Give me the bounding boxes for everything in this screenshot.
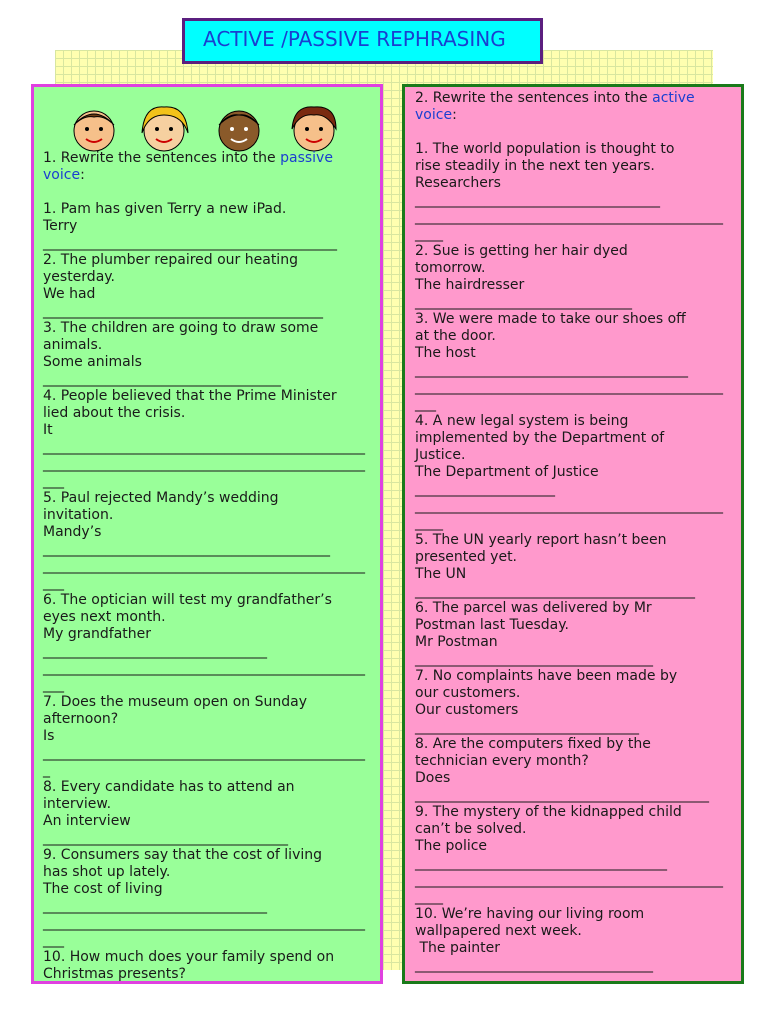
line-text: 4. A new legal system is being bbox=[415, 413, 629, 429]
line-text: can’t be solved. bbox=[415, 821, 527, 837]
line-text: An interview bbox=[43, 813, 131, 829]
line-text: 1. Pam has given Terry a new iPad. bbox=[43, 201, 287, 217]
line-text: : bbox=[452, 107, 457, 123]
line-text: __________________________________ bbox=[415, 957, 653, 973]
text-line bbox=[43, 269, 365, 286]
text-line bbox=[43, 864, 365, 881]
line-text: 10. How much does your family spend on bbox=[43, 949, 335, 965]
text-line bbox=[415, 141, 723, 158]
line-text: ______________________________________________ bbox=[43, 558, 365, 574]
text-line bbox=[43, 252, 365, 269]
child-face-3 bbox=[219, 111, 259, 151]
text-line bbox=[43, 337, 365, 354]
text-line bbox=[415, 243, 723, 260]
line-text: __________________________________________ bbox=[415, 787, 709, 803]
line-text: Postman last Tuesday. bbox=[415, 617, 569, 633]
line-text: afternoon? bbox=[43, 711, 119, 727]
text-line bbox=[43, 609, 365, 626]
text-line bbox=[415, 532, 723, 549]
answer-line[interactable] bbox=[43, 303, 365, 320]
line-text: ______________________________________________ bbox=[43, 660, 365, 676]
passive-exercise-text bbox=[43, 150, 365, 983]
text-line bbox=[43, 167, 365, 184]
text-line bbox=[415, 260, 723, 277]
line-text: 4. People believed that the Prime Minister bbox=[43, 388, 337, 404]
line-text: 9. Consumers say that the cost of living bbox=[43, 847, 323, 863]
line-text: _________________________________________ bbox=[43, 541, 330, 557]
children-clipart bbox=[54, 103, 354, 153]
text-line bbox=[415, 549, 723, 566]
text-line bbox=[43, 626, 365, 643]
line-text: 3. The children are going to draw some bbox=[43, 320, 319, 336]
line-text: ______________________________________________ bbox=[43, 915, 365, 931]
text-line bbox=[415, 447, 723, 464]
answer-line[interactable] bbox=[415, 498, 723, 515]
line-text: ___________________________________ bbox=[415, 192, 660, 208]
text-line bbox=[43, 728, 365, 745]
text-line bbox=[43, 847, 365, 864]
text-line bbox=[415, 770, 723, 787]
answer-line[interactable] bbox=[415, 889, 723, 906]
answer-line[interactable] bbox=[43, 439, 365, 456]
line-text: yesterday. bbox=[43, 269, 116, 285]
text-line bbox=[43, 779, 365, 796]
line-text: Mr Postman bbox=[415, 634, 498, 650]
highlighted-term: active bbox=[652, 90, 695, 106]
line-text: ____ bbox=[415, 515, 443, 531]
answer-line[interactable] bbox=[415, 481, 723, 498]
worksheet-title: ACTIVE /PASSIVE REPHRASING bbox=[203, 27, 506, 51]
text-line bbox=[43, 150, 365, 167]
text-line bbox=[43, 592, 365, 609]
line-text: ____________________ bbox=[415, 481, 555, 497]
line-text: ____________________________________________ bbox=[415, 209, 723, 225]
line-text: 7. Does the museum open on Sunday bbox=[43, 694, 307, 710]
highlighted-term: voice bbox=[415, 107, 453, 123]
line-text: ___________________________________ bbox=[43, 830, 288, 846]
line-text: 10. We’re having our living room bbox=[415, 906, 645, 922]
text-line bbox=[415, 736, 723, 753]
answer-line[interactable] bbox=[415, 209, 723, 226]
text-line bbox=[415, 430, 723, 447]
line-text: at the door. bbox=[415, 328, 496, 344]
answer-line[interactable] bbox=[415, 719, 723, 736]
line-text: ____________________________________________ bbox=[415, 379, 723, 395]
line-text: ________________________________________ bbox=[415, 583, 695, 599]
line-text: implemented by the Department of bbox=[415, 430, 665, 446]
line-text: has shot up lately. bbox=[43, 864, 171, 880]
line-text: 8. Every candidate has to attend an bbox=[43, 779, 295, 795]
text-line bbox=[43, 813, 365, 830]
answer-line[interactable] bbox=[415, 362, 723, 379]
text-line bbox=[43, 966, 365, 983]
text-line bbox=[43, 881, 365, 898]
line-text: __________________________________ bbox=[43, 371, 281, 387]
answer-line[interactable] bbox=[43, 898, 365, 915]
text-line bbox=[415, 668, 723, 685]
answer-line[interactable] bbox=[43, 235, 365, 252]
line-text: ______________________________________________ bbox=[43, 439, 365, 455]
answer-line[interactable] bbox=[43, 677, 365, 694]
text-line bbox=[415, 158, 723, 175]
answer-line[interactable] bbox=[43, 932, 365, 949]
text-line bbox=[43, 490, 365, 507]
answer-line[interactable] bbox=[43, 473, 365, 490]
highlighted-term: voice bbox=[43, 167, 81, 183]
text-line bbox=[415, 940, 723, 957]
text-line bbox=[415, 124, 723, 141]
answer-line[interactable] bbox=[415, 515, 723, 532]
text-line bbox=[415, 923, 723, 940]
text-line bbox=[43, 218, 365, 235]
line-text: _______________________________ bbox=[415, 294, 632, 310]
text-line bbox=[43, 524, 365, 541]
text-line bbox=[43, 354, 365, 371]
line-text: Justice. bbox=[415, 447, 466, 463]
answer-line[interactable] bbox=[415, 787, 723, 804]
line-text: The painter bbox=[415, 940, 501, 956]
line-text: Some animals bbox=[43, 354, 142, 370]
line-text: ____________________________________________ bbox=[415, 872, 723, 888]
passive-voice-panel bbox=[31, 84, 383, 984]
line-text: The police bbox=[415, 838, 488, 854]
line-text: Christmas presents? bbox=[43, 966, 186, 982]
line-text: 8. Are the computers fixed by the bbox=[415, 736, 651, 752]
text-line bbox=[415, 634, 723, 651]
answer-line[interactable] bbox=[415, 294, 723, 311]
line-text: ________________________________________ bbox=[43, 303, 323, 319]
text-line bbox=[415, 107, 723, 124]
text-line bbox=[415, 345, 723, 362]
line-text: 1. Rewrite the sentences into the bbox=[43, 150, 281, 166]
line-text: lied about the crisis. bbox=[43, 405, 186, 421]
line-text: technician every month? bbox=[415, 753, 589, 769]
line-text: our customers. bbox=[415, 685, 521, 701]
line-text: : bbox=[80, 167, 85, 183]
line-text: ______________________________________________ bbox=[43, 456, 365, 472]
line-text: ____________________________________________ bbox=[415, 498, 723, 514]
text-line bbox=[415, 175, 723, 192]
answer-line[interactable] bbox=[43, 558, 365, 575]
line-text: ____ bbox=[415, 226, 443, 242]
text-line bbox=[43, 405, 365, 422]
answer-line[interactable] bbox=[43, 762, 365, 779]
text-line bbox=[43, 949, 365, 966]
answer-line[interactable] bbox=[43, 541, 365, 558]
line-text: 2. Sue is getting her hair dyed bbox=[415, 243, 628, 259]
highlighted-term: passive bbox=[280, 150, 333, 166]
line-text: We had bbox=[43, 286, 96, 302]
answer-line[interactable] bbox=[415, 192, 723, 209]
answer-line[interactable] bbox=[43, 371, 365, 388]
line-text: ___ bbox=[415, 396, 436, 412]
active-exercise-text bbox=[415, 90, 723, 974]
line-text: _ bbox=[43, 762, 50, 778]
text-line bbox=[415, 600, 723, 617]
line-text: Our customers bbox=[415, 702, 519, 718]
text-line bbox=[415, 821, 723, 838]
text-line bbox=[415, 804, 723, 821]
answer-line[interactable] bbox=[415, 855, 723, 872]
line-text: Is bbox=[43, 728, 55, 744]
line-text: The cost of living bbox=[43, 881, 163, 897]
child-face-2 bbox=[142, 107, 188, 151]
line-text: 9. The mystery of the kidnapped child bbox=[415, 804, 682, 820]
answer-line[interactable] bbox=[415, 872, 723, 889]
text-line bbox=[43, 694, 365, 711]
text-line bbox=[43, 422, 365, 439]
line-text: Terry bbox=[43, 218, 78, 234]
text-line bbox=[415, 277, 723, 294]
line-text: It bbox=[43, 422, 53, 438]
answer-line[interactable] bbox=[43, 660, 365, 677]
text-line bbox=[415, 838, 723, 855]
line-text: tomorrow. bbox=[415, 260, 486, 276]
text-line bbox=[43, 184, 365, 201]
line-text: Does bbox=[415, 770, 451, 786]
line-text: invitation. bbox=[43, 507, 114, 523]
line-text: ________________________________ bbox=[415, 719, 639, 735]
answer-line[interactable] bbox=[43, 830, 365, 847]
answer-line[interactable] bbox=[43, 456, 365, 473]
line-text: 6. The optician will test my grandfather’s bbox=[43, 592, 332, 608]
child-face-4 bbox=[292, 107, 336, 151]
line-text: _______________________________________ bbox=[415, 362, 688, 378]
line-text: The host bbox=[415, 345, 476, 361]
line-text: __________________________________________ bbox=[43, 235, 337, 251]
line-text: Mandy’s bbox=[43, 524, 102, 540]
line-text: presented yet. bbox=[415, 549, 518, 565]
child-face-1 bbox=[74, 111, 114, 151]
text-line bbox=[415, 311, 723, 328]
line-text: ___ bbox=[43, 932, 64, 948]
answer-line[interactable] bbox=[415, 957, 723, 974]
line-text: The UN bbox=[415, 566, 467, 582]
worksheet-title-box bbox=[182, 18, 543, 64]
text-line bbox=[43, 201, 365, 218]
line-text: ________________________________ bbox=[43, 643, 267, 659]
text-line bbox=[415, 90, 723, 107]
answer-line[interactable] bbox=[415, 379, 723, 396]
line-text: My grandfather bbox=[43, 626, 152, 642]
answer-line[interactable] bbox=[415, 396, 723, 413]
line-text: interview. bbox=[43, 796, 112, 812]
line-text: rise steadily in the next ten years. bbox=[415, 158, 655, 174]
line-text: eyes next month. bbox=[43, 609, 166, 625]
answer-line[interactable] bbox=[415, 226, 723, 243]
line-text: 7. No complaints have been made by bbox=[415, 668, 678, 684]
answer-line[interactable] bbox=[415, 651, 723, 668]
text-line bbox=[43, 711, 365, 728]
text-line bbox=[415, 464, 723, 481]
text-line bbox=[415, 566, 723, 583]
text-line bbox=[415, 413, 723, 430]
line-text: ___ bbox=[43, 473, 64, 489]
text-line bbox=[415, 328, 723, 345]
text-line bbox=[415, 906, 723, 923]
text-line bbox=[415, 617, 723, 634]
answer-line[interactable] bbox=[415, 583, 723, 600]
text-line bbox=[415, 753, 723, 770]
text-line bbox=[43, 796, 365, 813]
line-text: ___ bbox=[43, 575, 64, 591]
text-line bbox=[43, 507, 365, 524]
line-text: 5. The UN yearly report hasn’t been bbox=[415, 532, 667, 548]
text-line bbox=[415, 702, 723, 719]
line-text: The Department of Justice bbox=[415, 464, 599, 480]
text-line bbox=[43, 320, 365, 337]
text-line bbox=[43, 286, 365, 303]
line-text: ___ bbox=[43, 677, 64, 693]
line-text: ____ bbox=[415, 889, 443, 905]
text-line bbox=[43, 388, 365, 405]
line-text: 2. Rewrite the sentences into the bbox=[415, 90, 653, 106]
answer-line[interactable] bbox=[43, 745, 365, 762]
line-text: The hairdresser bbox=[415, 277, 525, 293]
line-text: 6. The parcel was delivered by Mr bbox=[415, 600, 652, 616]
active-voice-panel bbox=[402, 84, 744, 984]
line-text: Researchers bbox=[415, 175, 501, 191]
line-text: 2. The plumber repaired our heating bbox=[43, 252, 298, 268]
answer-line[interactable] bbox=[43, 575, 365, 592]
line-text: ______________________________________________ bbox=[43, 745, 365, 761]
answer-line[interactable] bbox=[43, 643, 365, 660]
answer-line[interactable] bbox=[43, 915, 365, 932]
line-text: animals. bbox=[43, 337, 103, 353]
line-text: __________________________________ bbox=[415, 651, 653, 667]
line-text: 3. We were made to take our shoes off bbox=[415, 311, 686, 327]
line-text: ____________________________________ bbox=[415, 855, 667, 871]
text-line bbox=[415, 685, 723, 702]
line-text: 1. The world population is thought to bbox=[415, 141, 675, 157]
line-text: wallpapered next week. bbox=[415, 923, 582, 939]
line-text: ________________________________ bbox=[43, 898, 267, 914]
line-text: 5. Paul rejected Mandy’s wedding bbox=[43, 490, 279, 506]
